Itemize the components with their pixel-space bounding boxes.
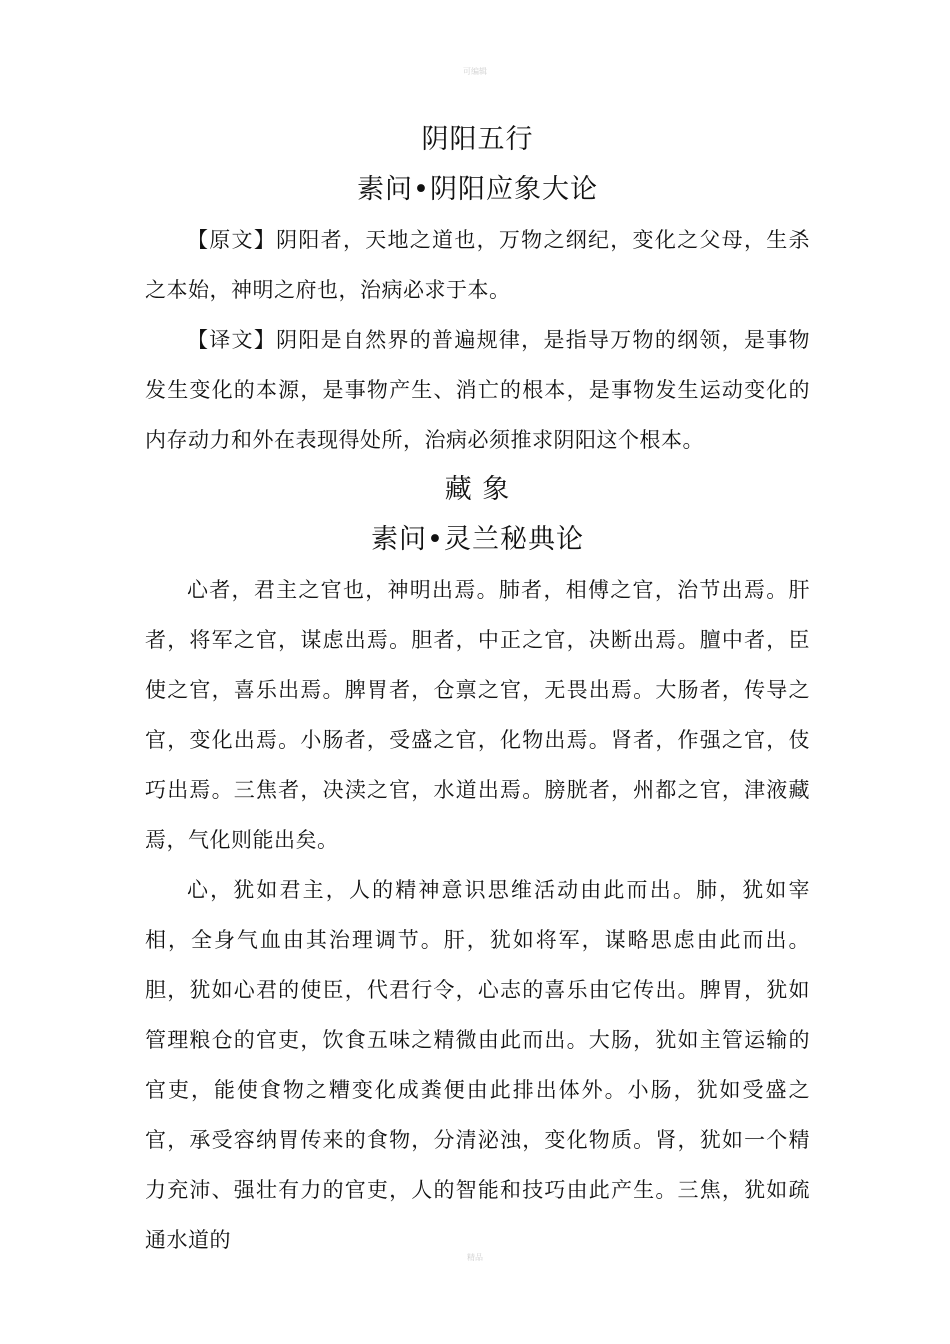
section-subtitle-suwen-yinyang: 素问•阴阳应象大论 [357, 174, 598, 205]
section-subtitle-suwen-linglan: 素问•灵兰秘典论 [371, 524, 584, 555]
original-text-paragraph: 【原文】阴阳者，天地之道也，万物之纲纪，变化之父母，生杀之本始，神明之府也，治病必求于本。 [145, 228, 810, 302]
header-watermark: 可编辑 [463, 67, 487, 76]
section-title-zangxiang: 藏 象 [444, 474, 511, 505]
footer-watermark: 精品 [467, 1253, 483, 1262]
translation-paragraph: 【译文】阴阳是自然界的普遍规律，是指导万物的纲领，是事物发生变化的本源，是事物产生、消亡的根本，是事物发生运动变化的内存动力和外在表现得处所，治病必须推求阴阳这个根本。 [145, 328, 810, 452]
organ-explanation-paragraph: 心，犹如君主，人的精神意识思维活动由此而出。肺，犹如宰相，全身气血由其治理调节。肝，犹如将军，谋略思虑由此而出。胆，犹如心君的使臣，代君行令，心志的喜乐由它传出。脾胃，犹如管理粮仓的官吏，饮食五味之精微由此而出。大肠，犹如主管运输的官吏，能使食物之糟变化成粪便由此排出体外。小肠，犹如受盛之官，承受容纳胃传来的食物，分清泌浊，变化物质。肾，犹如一个精力充沛、强壮有力的官吏，人的智能和技巧由此产生。三焦，犹如疏通水道的 [145, 878, 810, 1252]
organ-officials-paragraph: 心者，君主之官也，神明出焉。肺者，相傅之官，治节出焉。肝者，将军之官，谋虑出焉。胆者，中正之官，决断出焉。膻中者，臣使之官，喜乐出焉。脾胃者，仓禀之官，无畏出焉。大肠者，传导之官，变化出焉。小肠者，受盛之官，化物出焉。肾者，作强之官，伎巧出焉。三焦者，决渎之官，水道出焉。膀胱者，州都之官，津液藏焉，气化则能出矣。 [145, 578, 810, 852]
section-zangxiang [145, 465, 810, 1265]
section-title-yinyang: 阴阳五行 [421, 124, 534, 155]
section-yinyang [145, 115, 810, 465]
